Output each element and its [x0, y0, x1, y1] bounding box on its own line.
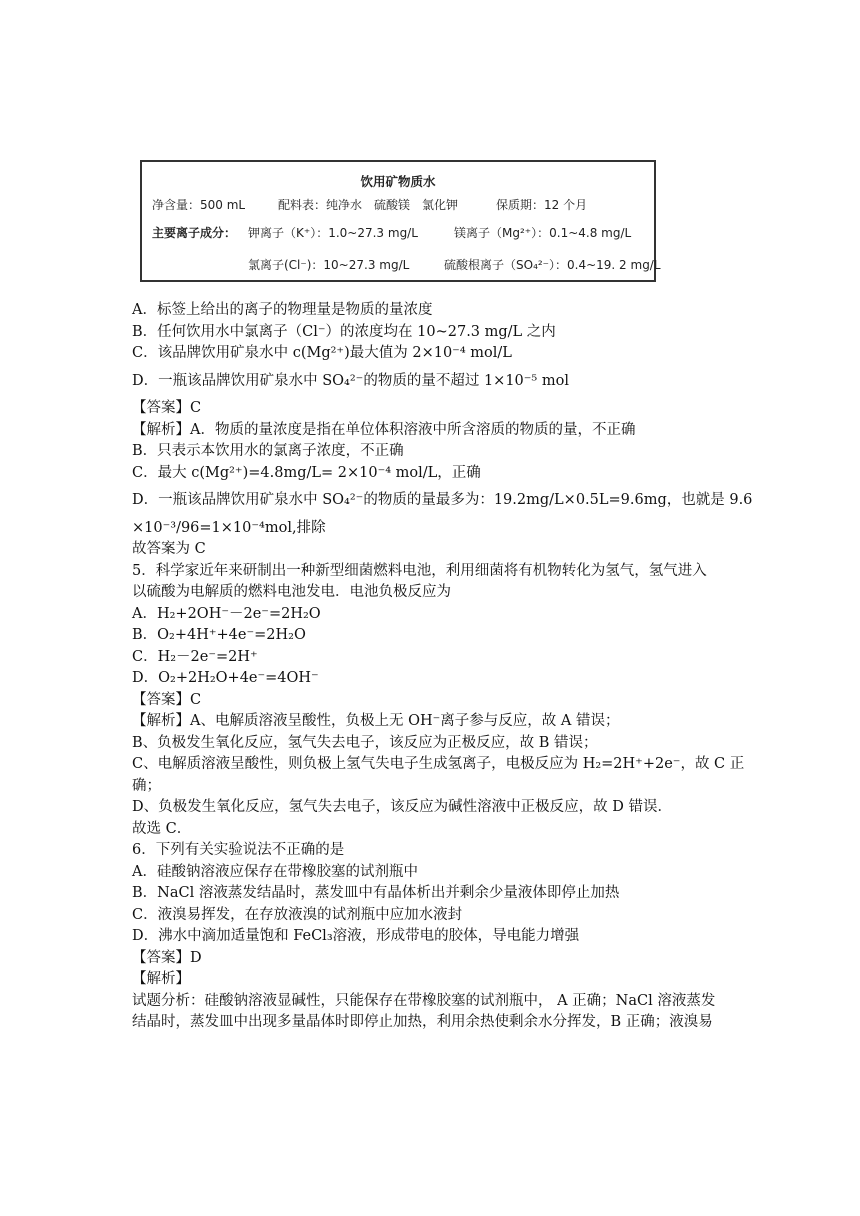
q5-option-b: B．O₂+4H⁺+4e⁻=2H₂O — [132, 627, 306, 643]
q6-option-c: C．液溴易挥发，在存放液溴的试剂瓶中应加水液封 — [132, 906, 463, 923]
q4-option-d: D．一瓶该品牌饮用矿泉水中 SO₄²⁻的物质的量不超过 1×10⁻⁵ mol — [132, 372, 569, 389]
mineral-water-label-image — [140, 160, 661, 282]
q5-explanation-c-line2: 确； — [132, 777, 161, 794]
q4-explanation-d-line2: ×10⁻³/96=1×10⁻⁴mol,排除 — [132, 519, 326, 536]
q6-explanation-heading: 【解析】 — [132, 971, 190, 987]
label-net-content: 净含量：500 mL — [152, 198, 246, 212]
q4-option-b: B．任何饮用水中氯离子（Cl⁻）的浓度均在 10~27.3 mg/L 之内 — [132, 323, 556, 340]
q5-option-a: A．H₂+2OH⁻－2e⁻=2H₂O — [132, 605, 321, 622]
q4-explanation-d-line1: D．一瓶该品牌饮用矿泉水中 SO₄²⁻的物质的量最多为：19.2mg/L×0.5L=9.6mg，也就是 9.6 — [132, 492, 753, 508]
label-title: 饮用矿物质水 — [360, 174, 436, 189]
q4-explanation-b: B．只表示本饮用水的氯离子浓度，不正确 — [132, 443, 404, 459]
q4-conclusion: 故答案为 C — [132, 541, 206, 557]
q6-option-d: D．沸水中滴加适量饱和 FeCl₃溶液，形成带电的胶体，导电能力增强 — [132, 928, 580, 944]
q4-option-c: C．该品牌饮用矿泉水中 c(Mg²⁺)最大值为 2×10⁻⁴ mol/L — [132, 345, 512, 361]
q5-option-c: C．H₂－2e⁻=2H⁺ — [132, 648, 258, 665]
q5-explanation-a: 【解析】A、电解质溶液呈酸性，负极上无 OH⁻离子参与反应，故 A 错误； — [132, 713, 620, 729]
q6-answer: 【答案】D — [132, 949, 202, 966]
q5-option-d: D．O₂+2H₂O+4e⁻=4OH⁻ — [132, 670, 319, 686]
label-ions-heading: 主要离子成分： — [152, 226, 237, 240]
q5-conclusion: 故选 C． — [132, 820, 192, 837]
q4-option-a: A．标签上给出的离子的物理量是物质的量浓度 — [132, 302, 433, 318]
label-magnesium: 镁离子（Mg²⁺）：0.1~4.8 mg/L — [454, 226, 632, 240]
q5-explanation-d: D、负极发生氧化反应，氢气失去电子，该反应为碱性溶液中正极反应，故 D 错误． — [132, 799, 672, 815]
label-shelf-life: 保质期：12 个月 — [496, 198, 588, 212]
q5-explanation-b: B、负极发生氧化反应，氢气失去电子，该反应为正极反应，故 B 错误； — [132, 734, 598, 751]
q6-explanation-line1: 试题分析：硅酸钠溶液显碱性，只能保存在带橡胶塞的试剂瓶中， A 正确；NaCl 溶液蒸发 — [132, 992, 716, 1009]
q6-option-a: A．硅酸钠溶液应保存在带橡胶塞的试剂瓶中 — [132, 863, 418, 880]
q6-stem: 6．下列有关实验说法不正确的是 — [132, 842, 345, 858]
q6-explanation-line2: 结晶时，蒸发皿中出现多量晶体时即停止加热，利用余热使剩余水分挥发，B 正确；液溴易 — [132, 1014, 713, 1030]
q5-explanation-c-line1: C、电解质溶液呈酸性，则负极上氢气失电子生成氢离子，电极反应为 H₂=2H⁺+2e⁻，故 C 正 — [132, 756, 745, 772]
label-potassium: 钾离子（K⁺）：1.0~27.3 mg/L — [248, 226, 418, 240]
q4-explanation-c: C．最大 c(Mg²⁺)=4.8mg/L= 2×10⁻⁴ mol/L，正确 — [132, 464, 481, 481]
label-ingredients: 配料表：纯净水 硫酸镁 氯化钾 — [278, 198, 459, 212]
q5-stem-line1: 5．科学家近年来研制出一种新型细菌燃料电池，利用细菌将有机物转化为氢气，氢气进入 — [132, 562, 707, 579]
question-content — [132, 300, 753, 1034]
q4-answer: 【答案】C — [132, 400, 202, 416]
label-sulfate: 硫酸根离子（SO₄²⁻）：0.4~19. 2 mg/L — [444, 258, 661, 272]
q6-option-b: B．NaCl 溶液蒸发结晶时，蒸发皿中有晶体析出并剩余少量液体即停止加热 — [132, 885, 620, 901]
q5-stem-line2: 以硫酸为电解质的燃料电池发电．电池负极反应为 — [132, 584, 451, 600]
q5-answer: 【答案】C — [132, 691, 202, 708]
label-chloride: 氯离子(Cl⁻)：10~27.3 mg/L — [248, 258, 410, 272]
q4-explanation-a: 【解析】A．物质的量浓度是指在单位体积溶液中所含溶质的物质的量，不正确 — [132, 421, 636, 438]
